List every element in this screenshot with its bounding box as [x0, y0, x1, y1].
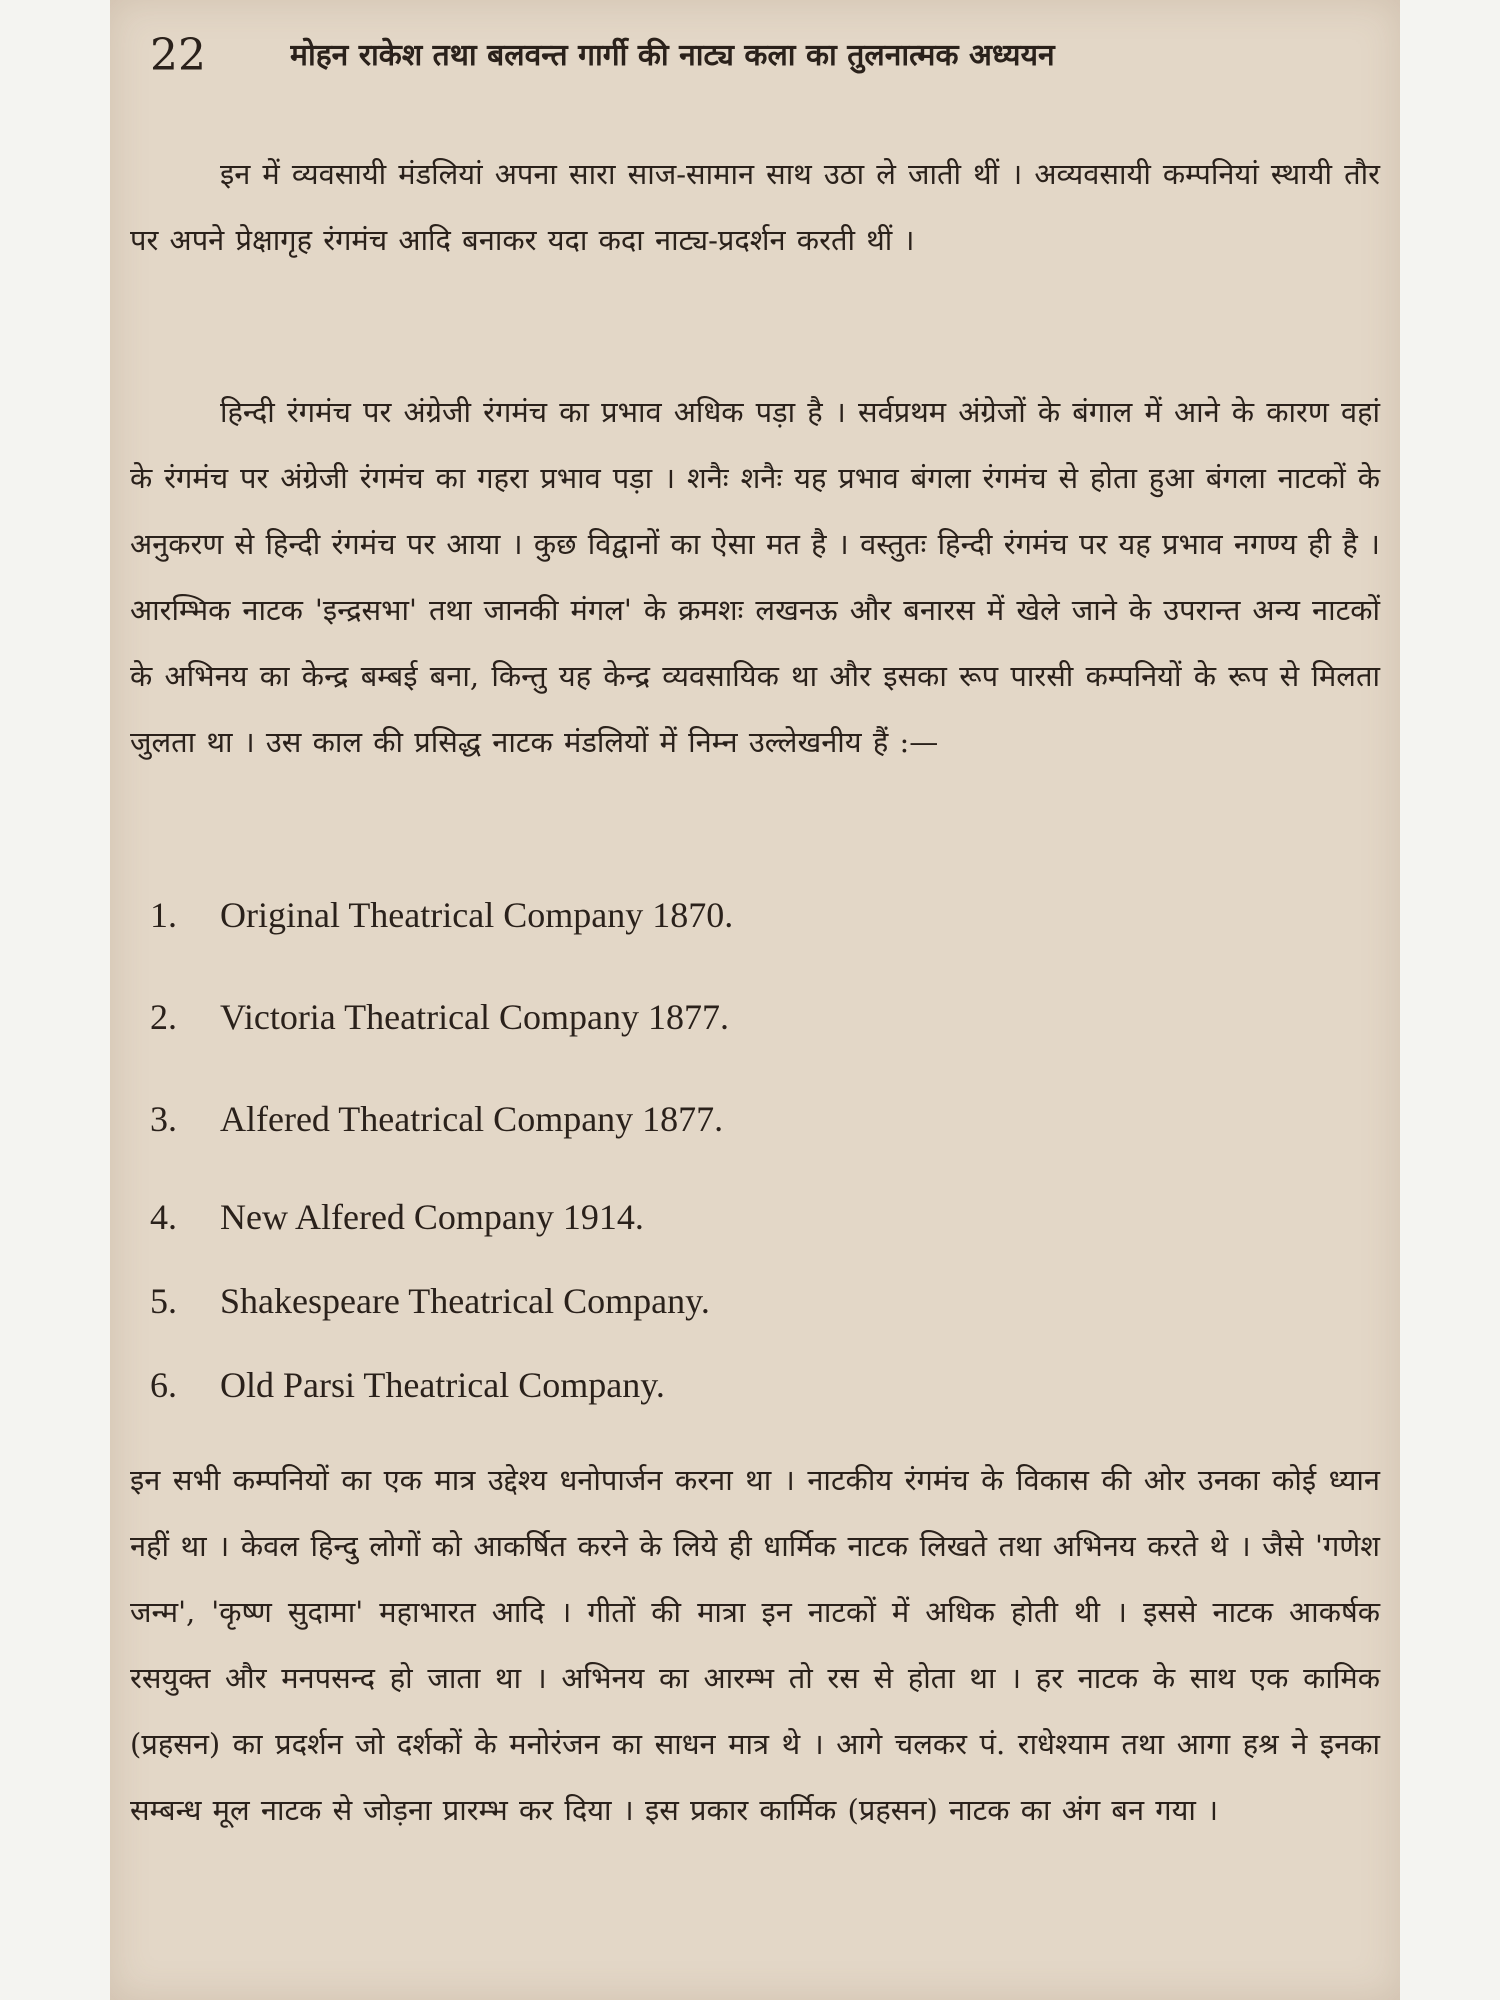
list-item — [150, 987, 729, 1047]
page-number: 22 — [150, 30, 206, 81]
list-item-number: 2. — [150, 997, 177, 1037]
list-item-text: New Alfered Company 1914. — [220, 1197, 644, 1237]
list-item-text: Old Parsi Theatrical Company. — [220, 1365, 665, 1405]
list-item-number: 4. — [150, 1197, 177, 1237]
paragraph-2: हिन्दी रंगमंच पर अंग्रेजी रंगमंच का प्रभाव अधिक पड़ा है । सर्वप्रथम अंग्रेजों के बंगाल में आने के कारण वहां के रंगमंच पर अंग्रेजी रंगमंच का गहरा प्रभाव पड़ा । शनैः शनैः यह प्रभाव बंगला रंगमंच से होता हुआ बंगला नाटकों के अनुकरण से हिन्दी रंगमंच पर आया । कुछ विद्वानों का ऐसा मत है । वस्तुतः हिन्दी रंगमंच पर यह प्रभाव नगण्य ही है । आरम्भिक नाटक 'इन्द्रसभा' तथा जानकी मंगल' के क्रमशः लखनऊ और बनारस में खेले जाने के उपरान्त अन्य नाटकों के अभिनय का केन्द्र बम्बई बना, किन्तु यह केन्द्र व्यवसायिक था और इसका रूप पारसी कम्पनियों के रूप से मिलता जुलता था । उस काल की प्रसिद्ध नाटक मंडलियों में निम्न उल्लेखनीय हैं :— — [130, 395, 1380, 759]
list-item-number: 6. — [150, 1365, 177, 1405]
list-item-number: 1. — [150, 895, 177, 935]
list-item-number: 5. — [150, 1281, 177, 1321]
list-item — [150, 1187, 644, 1247]
list-item-text: Victoria Theatrical Company 1877. — [220, 997, 730, 1037]
paragraph-1: इन में व्यवसायी मंडलियां अपना सारा साज-सामान साथ उठा ले जाती थीं । अव्यवसायी कम्पनियां स्थायी तौर पर अपने प्रेक्षागृह रंगमंच आदि बनाकर यदा कदा नाट्य-प्रदर्शन करती थीं । — [130, 157, 1380, 257]
paragraph-3: इन सभी कम्पनियों का एक मात्र उद्देश्य धनोपार्जन करना था । नाटकीय रंगमंच के विकास की ओर उनका कोई ध्यान नहीं था । केवल हिन्दु लोगों को आकर्षित करने के लिये ही धार्मिक नाटक लिखते तथा अभिनय करते थे । जैसे 'गणेश जन्म', 'कृष्ण सुदामा' महाभारत आदि । गीतों की मात्रा इन नाटकों में अधिक होती थी । इससे नाटक आकर्षक रसयुक्त और मनपसन्द हो जाता था । अभिनय का आरम्भ तो रस से होता था । हर नाटक के साथ एक कामिक (प्रहसन) का प्रदर्शन जो दर्शकों के मनोरंजन का साधन मात्र थे । आगे चलकर पं. राधेश्याम तथा आगा हश्र ने इनका सम्बन्ध मूल नाटक से जोड़ना प्रारम्भ कर दिया । इस प्रकार कार्मिक (प्रहसन) नाटक का अंग बन गया । — [130, 1463, 1380, 1827]
running-title: मोहन राकेश तथा बलवन्त गार्गी की नाट्य कला का तुलनात्मक अध्ययन — [290, 38, 1055, 73]
list-item — [150, 1271, 710, 1331]
list-item — [150, 885, 733, 945]
list-item-text: Shakespeare Theatrical Company. — [220, 1281, 710, 1321]
list-item-text: Alfered Theatrical Company 1877. — [220, 1099, 724, 1139]
book-page — [110, 0, 1400, 2000]
list-item — [150, 1355, 665, 1415]
list-item-number: 3. — [150, 1099, 177, 1139]
list-item-text: Original Theatrical Company 1870. — [220, 895, 734, 935]
list-item — [150, 1089, 723, 1149]
page-header — [150, 26, 1350, 86]
